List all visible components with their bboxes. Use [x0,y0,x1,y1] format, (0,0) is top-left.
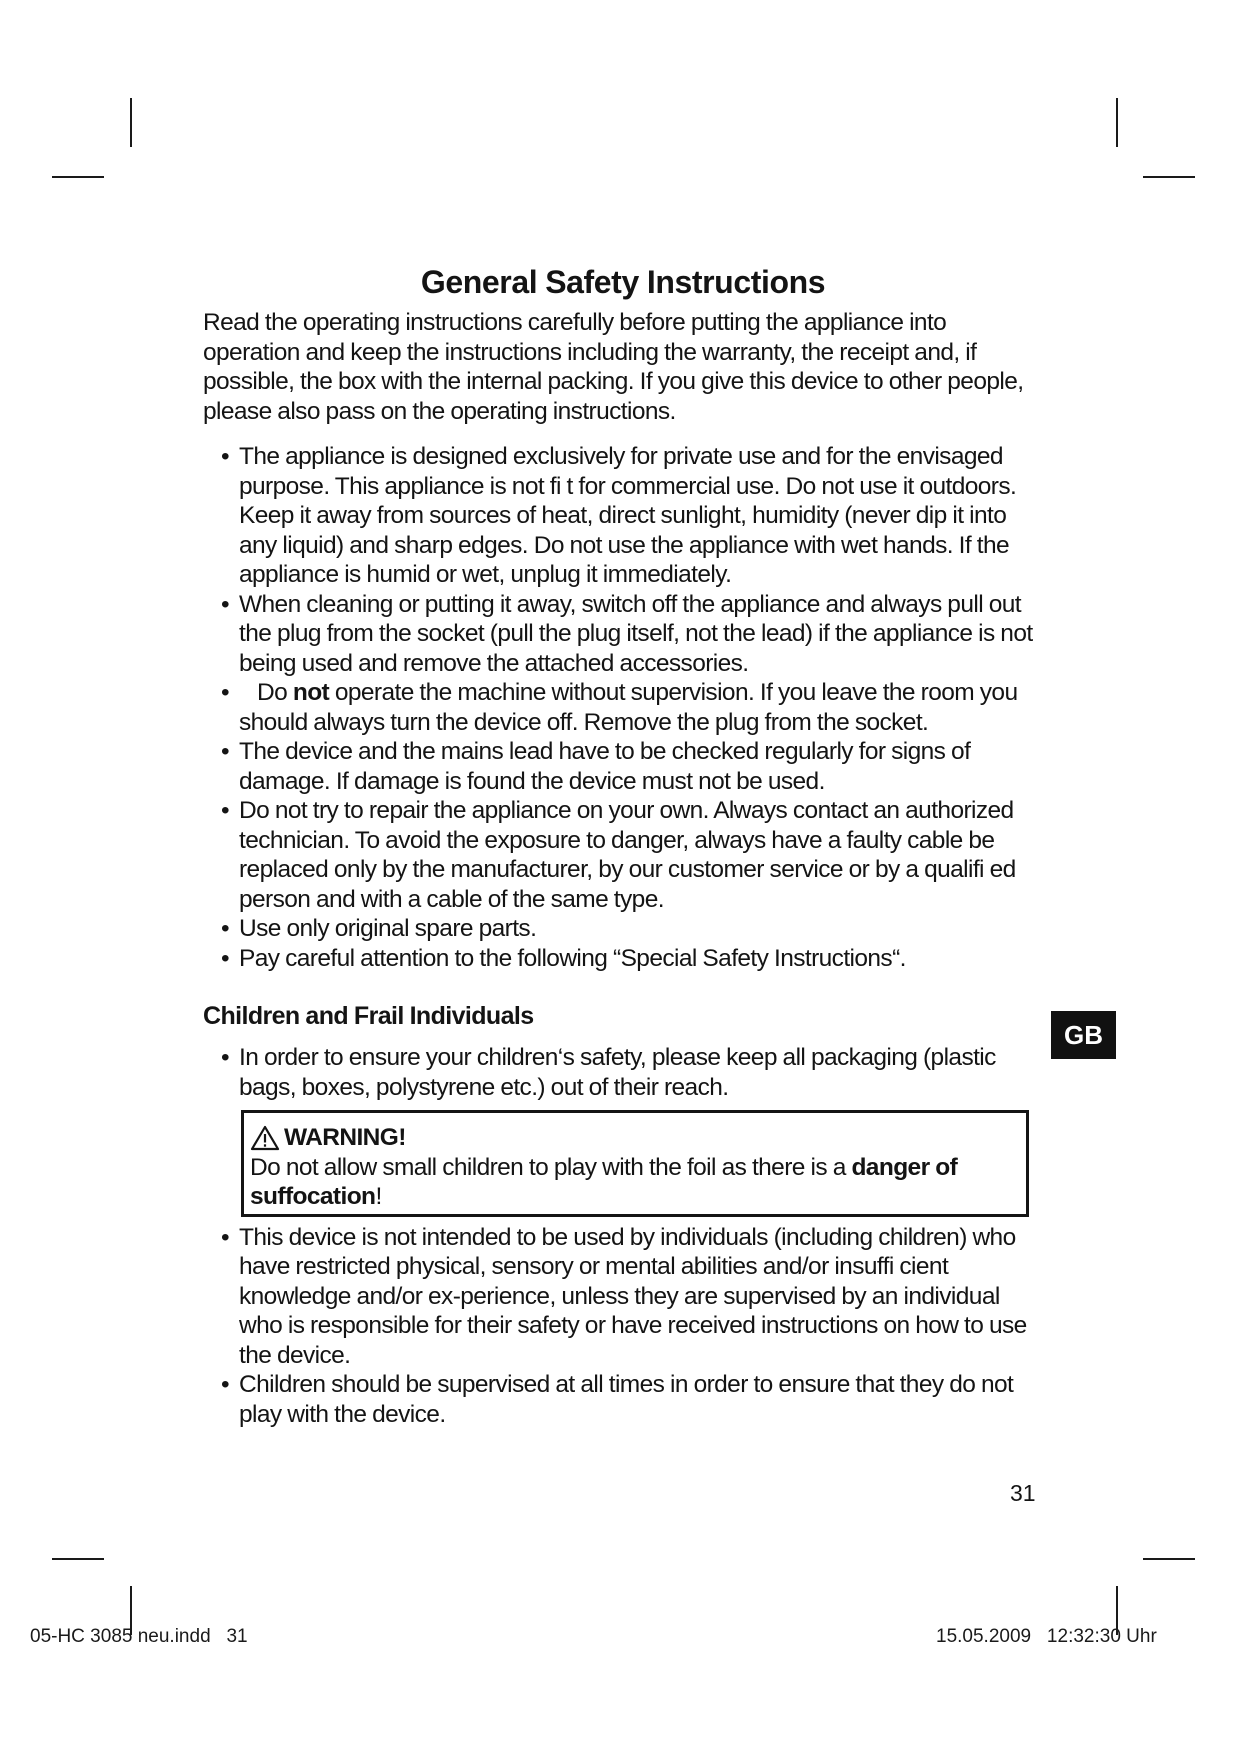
intro-paragraph: Read the operating instructions carefully before putting the appliance into operation and keep the instructions including the warranty, the receipt and, if possible, the box with the internal packing. If you give this device to other people, please also pass on the operating instructions. [203,309,1024,425]
warning-text [250,1153,1016,1212]
list-item [203,914,1043,944]
warning-label: WARNING! [284,1124,406,1151]
list-item-text: When cleaning or putting it away, switch off the appliance and always pull out the plug from the socket (pull the plug itself, not the lead) if the appliance is not being used and remove the attached accessories. [239,590,1033,677]
bullet-dot: • [221,679,229,706]
list-item-text: Pay careful attention to the following “Special Safety Instructions“. [239,944,906,972]
crop-mark [1143,1558,1195,1560]
warning-header [250,1123,1016,1153]
crop-mark [52,1558,104,1560]
crop-mark [52,176,104,178]
bullet-dot: • [221,1044,229,1071]
list-item [203,796,1043,914]
bullet-dot: • [221,1371,229,1398]
page-content [203,262,1043,1429]
list-item-text: Do not try to repair the appliance on your own. Always contact an authorized technician. To avoid the exposure to danger, always have a faulty cable be replaced only by the manufacturer, by our customer service or by a qualifi ed person and with a cable of the same type. [239,797,1016,913]
list-item-text: Use only original spare parts. [239,915,537,942]
crop-mark [1143,176,1195,178]
bullet-dot: • [221,944,229,972]
section-heading: Children and Frail Individuals [203,1002,534,1030]
safety-list [203,442,1043,973]
bullet-dot: • [221,443,229,470]
list-item [203,590,1043,679]
warning-emphasis: danger of suffocation [250,1153,958,1210]
warning-box [241,1110,1029,1217]
warning-triangle-icon [250,1125,280,1151]
children-list [203,1043,1043,1102]
list-item [203,1370,1043,1429]
crop-mark [130,98,132,147]
list-item-text: In order to ensure your children‘s safety, please keep all packaging (plastic bags, boxes, polystyrene etc.) out of their reach. [239,1044,996,1101]
bullet-dot: • [221,1223,229,1251]
footer-timestamp: 15.05.2009 12:32:30 Uhr [936,1626,1157,1647]
list-item-text: Do [257,679,293,706]
warning-text-part: Do not allow small children to play with the foil as there is a [250,1153,852,1181]
list-item-text: The appliance is designed exclusively for private use and for the envisaged purpose. This appliance is not fi t for commercial use. Do not use it outdoors. Keep it away from sources of heat, direct sunlight, humidity (never dip it into any liquid) and sharp edges. Do not use the appliance with wet hands. If the appliance is humid or wet, unplug it immediately. [239,443,1017,588]
language-tab: GB [1051,1011,1116,1059]
list-item-text: This device is not intended to be used by individuals (including children) who have restricted physical, sensory or mental abilities and/or insuffi cient knowledge and/or ex-perience, unless they are supervised by an individual who is responsible for their safety or have received instructions on how to use the device. [239,1223,1027,1369]
crop-mark [1116,98,1118,147]
page-title: General Safety Instructions [420,264,826,300]
children-list-continued [203,1223,1043,1430]
list-item-text: Children should be supervised at all times in order to ensure that they do not play with the device. [239,1371,1014,1428]
list-item [203,1043,1043,1102]
bullet-dot: • [221,738,229,765]
list-item-text: The device and the mains lead have to be checked regularly for signs of damage. If damage is found the device must not be used. [239,738,971,795]
list-item-text: operate the machine without supervision. If you leave the room you should always turn the device off. Remove the plug from the socket. [239,679,1018,736]
list-item [203,678,1043,737]
bullet-dot: • [221,797,229,824]
bullet-dot: • [221,915,229,942]
warning-text-part: ! [375,1183,382,1210]
footer-file-info: 05-HC 3085 neu.indd 31 [30,1626,248,1647]
list-item [203,1223,1043,1371]
page-number: 31 [1010,1480,1036,1506]
emphasis-not: not [292,679,330,706]
list-item [203,944,1043,974]
list-item [203,442,1043,590]
bullet-dot: • [221,590,229,618]
list-item [203,737,1043,796]
